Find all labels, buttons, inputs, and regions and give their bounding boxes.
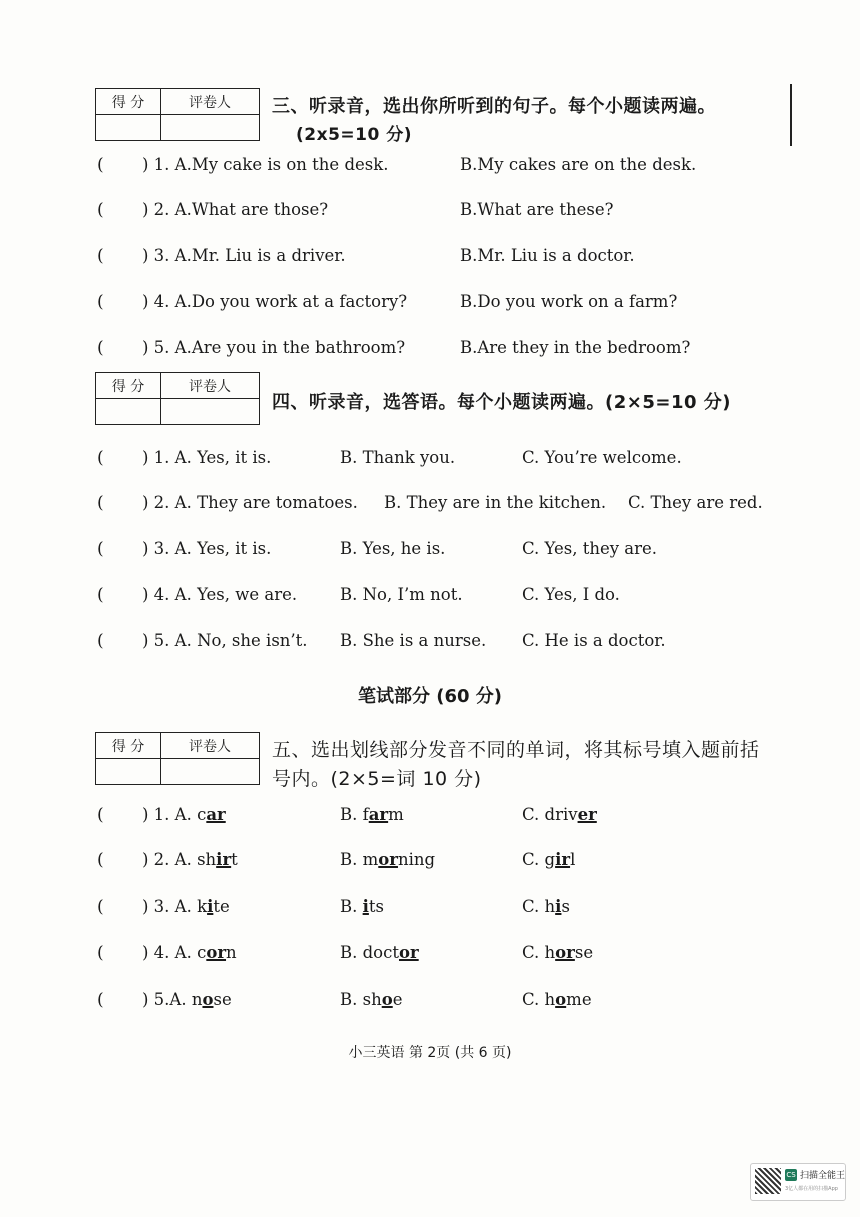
- option-a-text: ) 1. A. c: [142, 805, 207, 824]
- margin-bracket: [790, 84, 796, 146]
- option-a: ) 2. A.What are those?: [142, 200, 329, 219]
- option-c-text-end: l: [570, 850, 576, 869]
- answer-paren[interactable]: (: [97, 448, 104, 468]
- option-c: C. Yes, they are.: [522, 539, 658, 558]
- option-b-text-end: e: [392, 990, 403, 1009]
- option-b: B.Do you work on a farm?: [460, 292, 678, 311]
- option-a-text: ) 2. A. sh: [142, 850, 217, 869]
- option-b-underlined: o: [381, 990, 393, 1009]
- option-c: C. You’re welcome.: [522, 448, 682, 467]
- page-footer: 小三英语 第 2页 (共 6 页): [348, 1045, 512, 1061]
- grader-cell[interactable]: [161, 115, 260, 141]
- option-b: B.What are these?: [460, 200, 614, 219]
- option-b: B. Yes, he is.: [340, 539, 446, 558]
- answer-paren[interactable]: (: [97, 631, 104, 651]
- answer-paren[interactable]: (: [97, 990, 104, 1010]
- option-b-text: B. f: [340, 805, 369, 824]
- grader-label: 评卷人: [161, 373, 260, 399]
- option-a-text: ) 3. A. k: [142, 897, 208, 916]
- option-c-text: C. h: [522, 990, 556, 1009]
- option-c-underlined: i: [555, 897, 562, 916]
- option-a: ) 3. A.Mr. Liu is a driver.: [142, 246, 346, 265]
- option-c-text: C. driv: [522, 805, 578, 824]
- option-a: ) 1. A.My cake is on the desk.: [142, 155, 389, 174]
- section3-points: (2x5=10 分): [296, 125, 412, 145]
- answer-paren[interactable]: (: [97, 585, 104, 605]
- option-b: B. They are in the kitchen.: [384, 493, 607, 512]
- option-b-text-end: m: [388, 805, 404, 824]
- answer-paren[interactable]: (: [97, 943, 104, 963]
- option-a-text-end: t: [231, 850, 238, 869]
- option-b: [340, 850, 435, 869]
- option-b: [340, 990, 403, 1009]
- score-label: 得 分: [96, 733, 161, 759]
- score-box-section5: [95, 732, 260, 785]
- stamp-sub: 3亿人都在用的扫描App: [785, 1186, 838, 1192]
- option-c-text: C. h: [522, 897, 556, 916]
- score-cell[interactable]: [96, 115, 161, 141]
- written-section-title: 笔试部分 (60 分): [357, 686, 503, 707]
- option-b-text: B. sh: [340, 990, 382, 1009]
- option-a-underlined: ir: [216, 850, 232, 869]
- option-a: ) 4. A. Yes, we are.: [142, 585, 298, 604]
- score-box-section4: [95, 372, 260, 425]
- option-a: [142, 943, 237, 962]
- option-a: ) 3. A. Yes, it is.: [142, 539, 272, 558]
- answer-paren[interactable]: (: [97, 539, 104, 559]
- option-b-underlined: or: [378, 850, 398, 869]
- answer-paren[interactable]: (: [97, 292, 104, 312]
- option-c-text: C. g: [522, 850, 556, 869]
- score-cell[interactable]: [96, 399, 161, 425]
- option-c-underlined: o: [555, 990, 567, 1009]
- option-c-text-end: s: [561, 897, 570, 916]
- grader-cell[interactable]: [161, 759, 260, 785]
- option-b: B. She is a nurse.: [340, 631, 487, 650]
- answer-paren[interactable]: (: [97, 850, 104, 870]
- grader-label: 评卷人: [161, 89, 260, 115]
- score-box-section3: [95, 88, 260, 141]
- option-b-underlined: i: [362, 897, 369, 916]
- option-a-underlined: i: [207, 897, 214, 916]
- cs-logo-icon: CS: [786, 1171, 796, 1179]
- option-a-text: ) 4. A. c: [142, 943, 207, 962]
- option-b-text: B. doct: [340, 943, 399, 962]
- option-c-underlined: ir: [555, 850, 571, 869]
- option-c-text-end: se: [574, 943, 594, 962]
- answer-paren[interactable]: (: [97, 897, 104, 917]
- option-b-text: B. m: [340, 850, 379, 869]
- option-b-underlined: ar: [368, 805, 389, 824]
- option-a-underlined: ar: [206, 805, 226, 824]
- option-b: B. Thank you.: [340, 448, 456, 467]
- option-c-underlined: er: [577, 805, 597, 824]
- option-b-underlined: or: [398, 943, 419, 962]
- section5-title-line2: 号内。(2×5=词 10 分): [272, 768, 482, 790]
- option-b: [340, 943, 419, 962]
- section4-title: 四、听录音，选答语。每个小题读两遍。(2×5=10 分): [272, 392, 731, 413]
- section5-title-line1: 五、选出划线部分发音不同的单词，将其标号填入题前括: [272, 739, 760, 761]
- option-c: [522, 805, 597, 824]
- option-a-text-end: n: [226, 943, 237, 962]
- section3-title: 三、听录音，选出你所听到的句子。每个小题读两遍。: [272, 96, 716, 117]
- answer-paren[interactable]: (: [97, 246, 104, 266]
- option-c: [522, 850, 575, 869]
- option-c: C. He is a doctor.: [522, 631, 666, 650]
- option-a: ) 1. A. Yes, it is.: [142, 448, 272, 467]
- answer-paren[interactable]: (: [97, 805, 104, 825]
- answer-paren[interactable]: (: [97, 493, 104, 513]
- qr-code-icon: [755, 1168, 781, 1194]
- option-b: B.My cakes are on the desk.: [460, 155, 697, 174]
- option-b: [340, 897, 384, 916]
- option-a: ) 4. A.Do you work at a factory?: [142, 292, 408, 311]
- option-b-text-end: ning: [397, 850, 436, 869]
- answer-paren[interactable]: (: [97, 155, 104, 175]
- option-b-text-end: ts: [368, 897, 385, 916]
- option-b: B.Mr. Liu is a doctor.: [460, 246, 635, 265]
- answer-paren[interactable]: (: [97, 338, 104, 358]
- option-a-underlined: or: [206, 943, 227, 962]
- score-label: 得 分: [96, 89, 161, 115]
- option-c-text-end: me: [566, 990, 592, 1009]
- option-a: [142, 897, 230, 916]
- option-b: [340, 805, 404, 824]
- answer-paren[interactable]: (: [97, 200, 104, 220]
- option-c: [522, 990, 592, 1009]
- grader-label: 评卷人: [161, 733, 260, 759]
- option-c-underlined: or: [555, 943, 575, 962]
- option-a-underlined: o: [202, 990, 214, 1009]
- option-b: B. No, I’m not.: [340, 585, 463, 604]
- option-c: C. They are red.: [628, 493, 763, 512]
- camscanner-watermark: [750, 1163, 846, 1201]
- option-b: B.Are they in the bedroom?: [460, 338, 691, 357]
- option-a: [142, 850, 238, 869]
- option-a: [142, 805, 226, 824]
- option-a: ) 5. A. No, she isn’t.: [142, 631, 308, 650]
- score-label: 得 分: [96, 373, 161, 399]
- grader-cell[interactable]: [161, 399, 260, 425]
- option-a: ) 5. A.Are you in the bathroom?: [142, 338, 406, 357]
- option-a-text-end: se: [213, 990, 232, 1009]
- stamp-name: 扫描全能王: [800, 1171, 846, 1181]
- score-cell[interactable]: [96, 759, 161, 785]
- option-a-text-end: te: [213, 897, 230, 916]
- option-c: [522, 897, 570, 916]
- option-a: ) 2. A. They are tomatoes.: [142, 493, 358, 512]
- option-c: C. Yes, I do.: [522, 585, 620, 604]
- option-c: [522, 943, 593, 962]
- option-a-text: ) 5.A. n: [142, 990, 203, 1009]
- option-a: [142, 990, 232, 1009]
- option-b-text: B.: [340, 897, 363, 916]
- option-c-text: C. h: [522, 943, 556, 962]
